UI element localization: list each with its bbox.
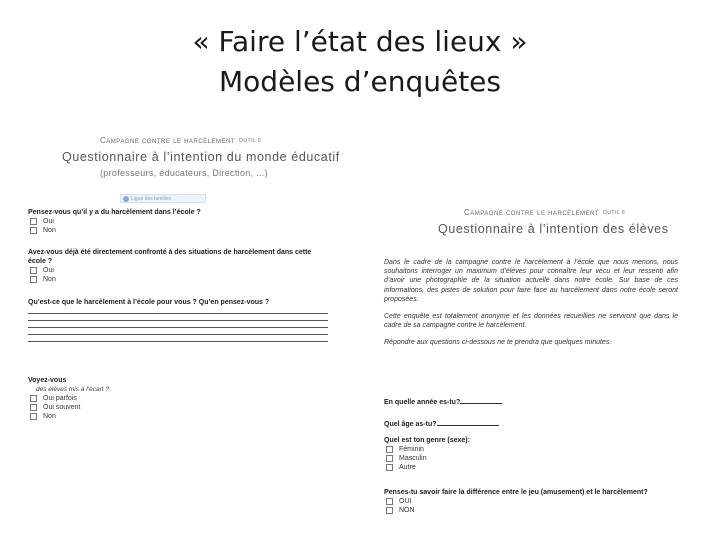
league-logo: Ligue des familles: [120, 194, 206, 203]
educator-questionnaire: [28, 128, 340, 428]
checkbox-icon: [30, 227, 37, 234]
checkbox-icon: [30, 404, 37, 411]
question-gender: Quel est ton genre (sexe):: [384, 437, 470, 444]
checkbox-icon: [386, 507, 393, 514]
intro-paragraph-3: Répondre aux questions ci-dessous ne te prendra que quelques minutes.: [384, 339, 612, 347]
question-isolated-sub: des élèves mis à l’écart ?: [36, 386, 109, 393]
title-line-1: « Faire l’état des lieux »: [192, 25, 528, 58]
checkbox-icon: [30, 395, 37, 402]
checkbox-option[interactable]: Oui parfois: [28, 394, 340, 403]
checkbox-icon: [386, 498, 393, 505]
checkbox-option[interactable]: NON: [384, 506, 678, 515]
answer-line[interactable]: [28, 327, 328, 328]
checkbox-icon: [386, 455, 393, 462]
checkbox-icon: [30, 267, 37, 274]
checkbox-option[interactable]: Non: [28, 226, 340, 235]
checkbox-icon: [30, 413, 37, 420]
intro-paragraph-1: Dans le cadre de la campagne contre le harcèlement à l’école que nous menons, nous souhaitons interroger un maximum d’élèves pour connaître leur vécu et leur ressenti afin d’avoir une photographie de la situation actuelle dans notre école. Sur base de ces informations, des pistes de solution pour faire face au harcèlement dans notre école seront proposées.: [384, 259, 678, 303]
checkbox-option[interactable]: Oui souvent: [28, 403, 340, 412]
checkbox-option[interactable]: Oui: [28, 266, 328, 275]
question-age: Quel âge as-tu?: [384, 418, 499, 429]
left-header-audience: (professeurs, éducateurs, Direction, ...): [100, 168, 268, 178]
title-line-2: Modèles d’enquêtes: [219, 65, 501, 98]
checkbox-option[interactable]: Féminin: [384, 445, 678, 454]
age-answer-line[interactable]: [437, 418, 499, 426]
checkbox-option[interactable]: Autre: [384, 463, 678, 472]
student-questionnaire: [378, 202, 678, 524]
right-header-title: Questionnaire à l’intention des élèves: [438, 222, 669, 236]
year-answer-line[interactable]: [460, 396, 502, 404]
checkbox-icon: [386, 464, 393, 471]
checkbox-option[interactable]: Non: [28, 275, 328, 284]
answer-line[interactable]: [28, 320, 328, 321]
checkbox-option[interactable]: Non: [28, 412, 340, 421]
checkbox-option[interactable]: OUI: [384, 497, 678, 506]
checkbox-icon: [386, 446, 393, 453]
question-isolated-students: Voyez-vous: [28, 377, 67, 384]
question-school-year: En quelle année es-tu?: [384, 396, 502, 407]
question-harassment-exists: Pensez-vous qu’il y a du harcèlement dans l’école ?: [28, 209, 201, 216]
answer-line[interactable]: [28, 334, 328, 335]
answer-line[interactable]: [28, 313, 328, 314]
question-play-vs-harassment: Penses-tu savoir faire la différence entre le jeu (amusement) et le harcèlement?: [384, 489, 648, 496]
checkbox-option[interactable]: Oui: [28, 217, 340, 226]
checkbox-option[interactable]: Masculin: [384, 454, 678, 463]
checkbox-icon: [30, 218, 37, 225]
intro-paragraph-2: Cette enquête est totalement anonyme et les données recueillies ne serviront que dans le cadre de sa campagne contre le harcèlement.: [384, 313, 678, 330]
left-header-campaign: Campagne contre le harcèlement OUTIL 5: [100, 136, 262, 145]
question-confronted: Avez-vous déjà été directement confronté à des situations de harcèlement dans cette école ?: [28, 249, 312, 265]
answer-line[interactable]: [28, 341, 328, 342]
left-header-title: Questionnaire à l’intention du monde éducatif: [62, 150, 340, 164]
checkbox-icon: [30, 276, 37, 283]
right-header-campaign: Campagne contre le harcèlement OUTIL 6: [464, 208, 626, 217]
slide-title: [0, 22, 720, 102]
question-definition: Qu’est-ce que le harcèlement à l’école pour vous ? Qu’en pensez-vous ?: [28, 299, 270, 306]
logo-icon: [123, 196, 129, 202]
